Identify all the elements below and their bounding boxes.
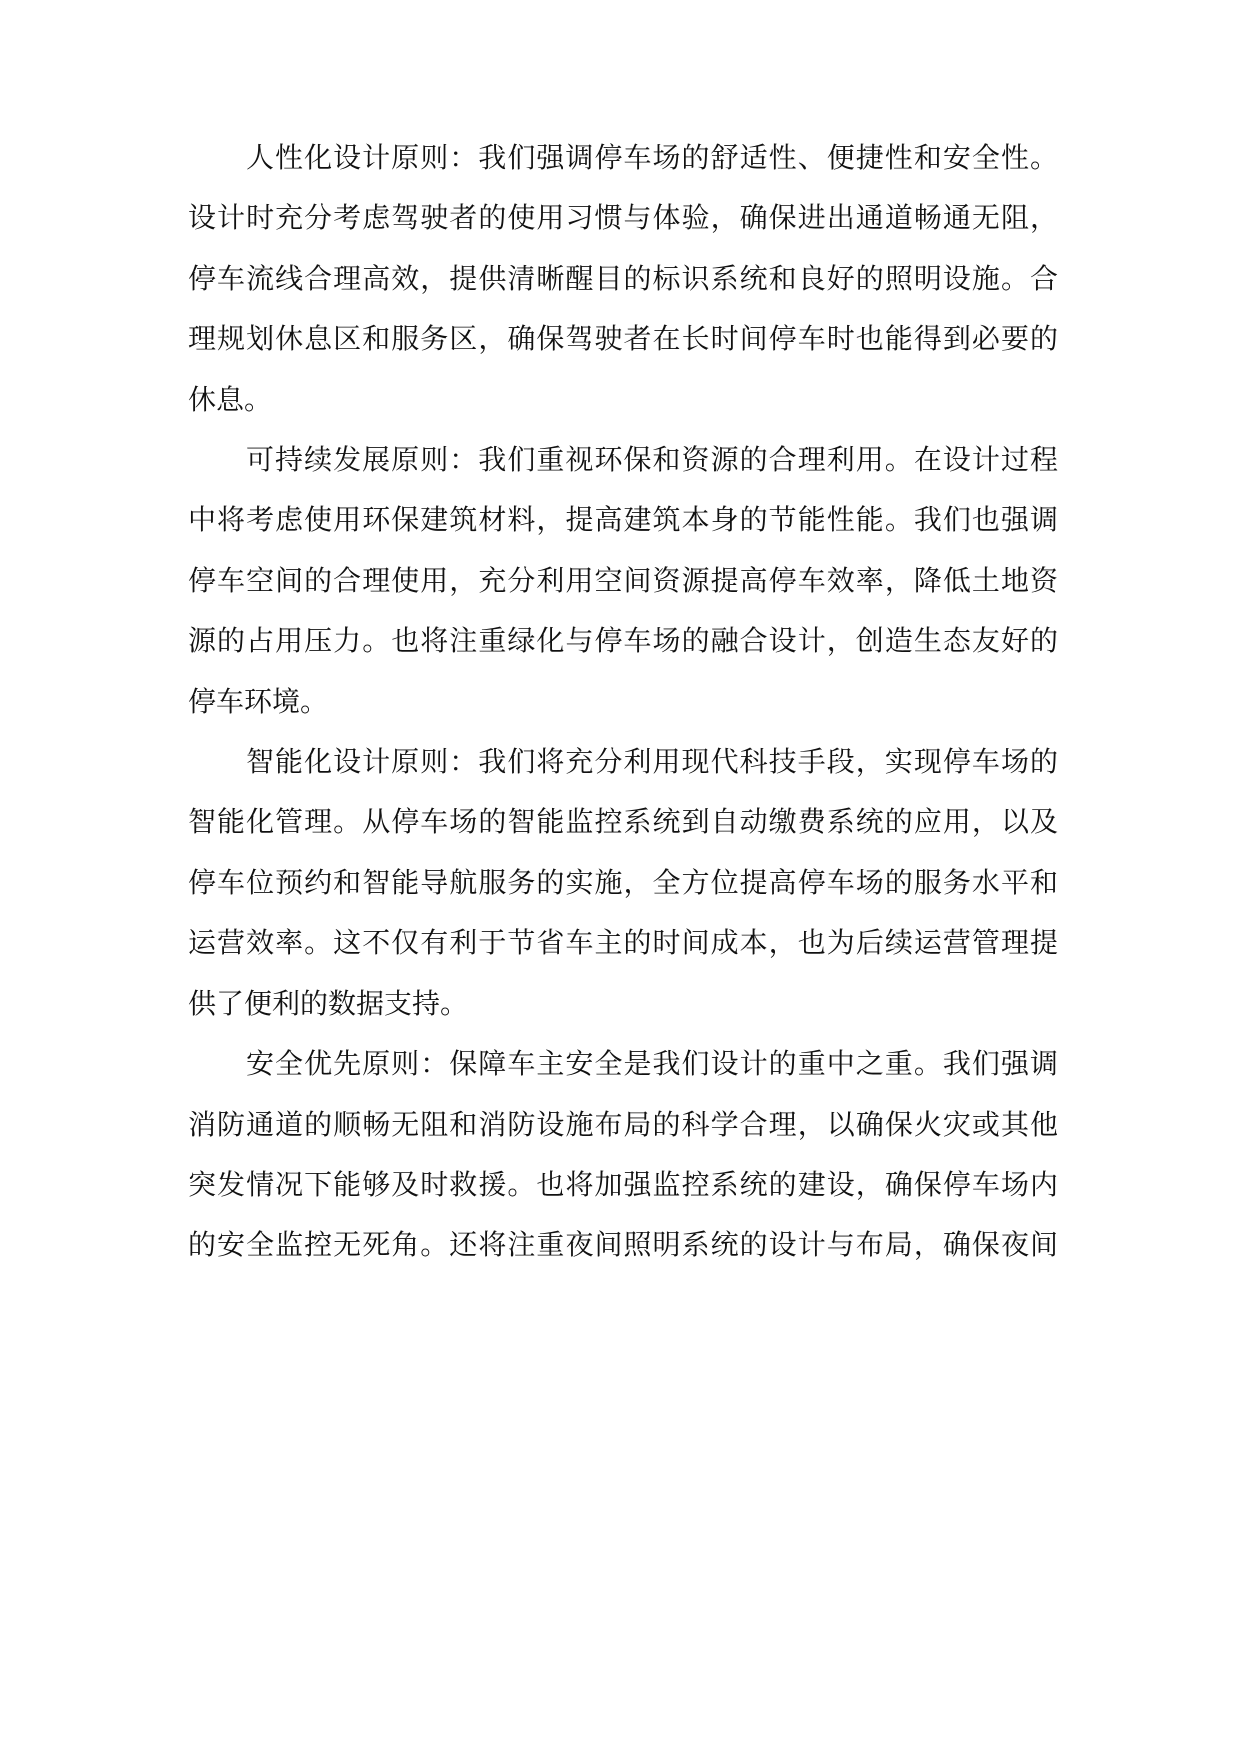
text-line: 智能化设计原则：我们将充分利用现代科技手段，实现停车场的 xyxy=(246,745,1058,779)
paragraph-sustainable-design xyxy=(188,430,1058,732)
paragraph-human-design xyxy=(188,128,1058,430)
text-line: 供了便利的数据支持。 xyxy=(188,986,469,1020)
text-line: 理规划休息区和服务区，确保驾驶者在长时间停车时也能得到必要的 xyxy=(188,322,1058,356)
paragraph-intelligent-design xyxy=(188,732,1058,1034)
document-page xyxy=(188,128,1058,1276)
text-line: 中将考虑使用环保建筑材料，提高建筑本身的节能性能。我们也强调 xyxy=(188,503,1058,537)
text-line: 人性化设计原则：我们强调停车场的舒适性、便捷性和安全性。 xyxy=(246,141,1058,174)
text-line: 停车环境。 xyxy=(188,684,329,718)
text-line: 运营效率。这不仅有利于节省车主的时间成本，也为后续运营管理提 xyxy=(188,926,1058,960)
text-line: 休息。 xyxy=(188,382,273,416)
text-line: 停车流线合理高效，提供清晰醒目的标识系统和良好的照明设施。合 xyxy=(188,261,1058,295)
text-line: 的安全监控无死角。还将注重夜间照明系统的设计与布局，确保夜间 xyxy=(188,1228,1058,1262)
text-line: 停车位预约和智能导航服务的实施，全方位提高停车场的服务水平和 xyxy=(188,865,1058,899)
text-line: 智能化管理。从停车场的智能监控系统到自动缴费系统的应用，以及 xyxy=(188,805,1058,839)
text-line: 设计时充分考虑驾驶者的使用习惯与体验，确保进出通道畅通无阻， xyxy=(188,201,1058,235)
text-line: 停车空间的合理使用，充分利用空间资源提高停车效率，降低土地资 xyxy=(188,563,1058,597)
paragraph-safety-first xyxy=(188,1034,1058,1276)
text-line: 安全优先原则：保障车主安全是我们设计的重中之重。我们强调 xyxy=(246,1047,1058,1081)
text-line: 消防通道的顺畅无阻和消防设施布局的科学合理，以确保火灾或其他 xyxy=(188,1107,1058,1141)
text-line: 可持续发展原则：我们重视环保和资源的合理利用。在设计过程 xyxy=(246,443,1058,477)
text-line: 突发情况下能够及时救援。也将加强监控系统的建设，确保停车场内 xyxy=(188,1167,1058,1201)
text-line: 源的占用压力。也将注重绿化与停车场的融合设计，创造生态友好的 xyxy=(188,624,1058,658)
